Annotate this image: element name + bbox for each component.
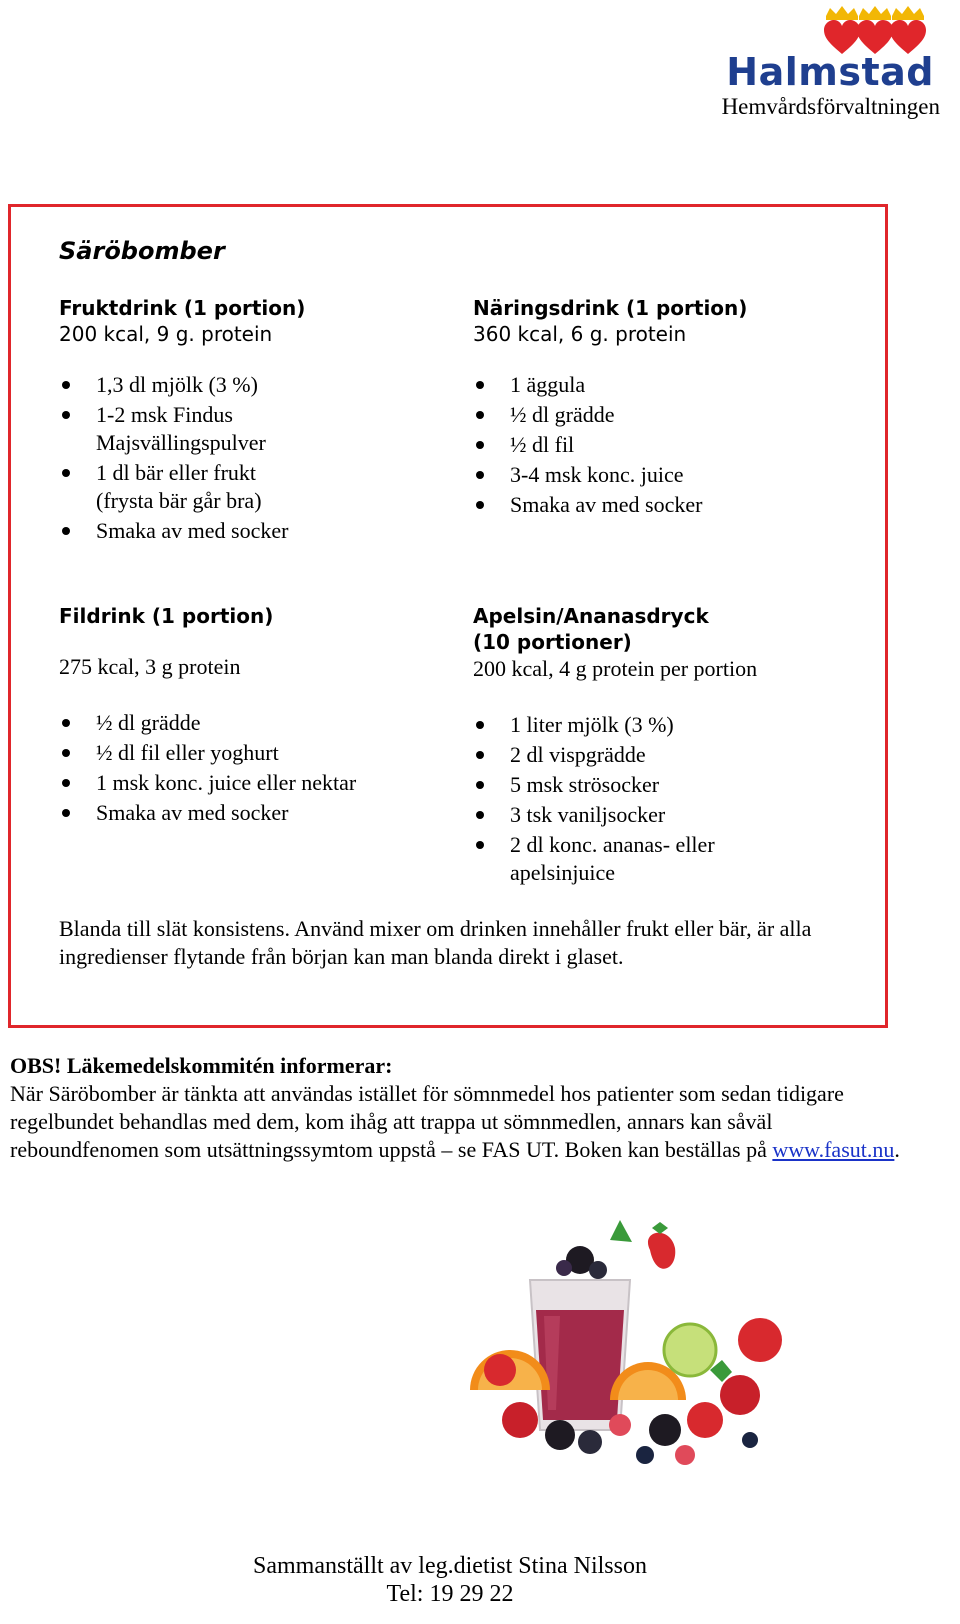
list-item: Smaka av med socker — [59, 517, 309, 545]
ingredient-list — [59, 371, 309, 545]
recipe-nutrition: 200 kcal, 4 g protein per portion — [473, 656, 758, 681]
list-item: 1 dl bär eller frukt (frysta bär går bra) — [59, 459, 309, 515]
footer-phone: Tel: 19 29 22 — [386, 1581, 514, 1607]
list-item: Smaka av med socker — [473, 491, 873, 519]
smoothie-image — [460, 1220, 840, 1470]
ingredient-list — [59, 709, 459, 827]
crown-hearts-icon — [820, 6, 930, 56]
list-item: Smaka av med socker — [59, 799, 459, 827]
obs-text: När Säröbomber är tänkta att användas istället för sömnmedel hos patienter som sedan tidigare regelbundet behandlas med dem, kom ihåg att trappa ut sömnmedlen, annars kan såväl reboundfenomen som utsättningssymtom uppstå – se FAS UT. Boken kan beställas på — [10, 1081, 844, 1162]
list-item: 3 tsk vaniljsocker — [473, 801, 753, 829]
mixing-note: Blanda till slät konsistens. Använd mixer om drinken innehåller frukt eller bär, är alla ingredienser flytande från början kan man blanda direkt i glaset. — [59, 916, 812, 969]
ingredient-list — [473, 371, 873, 519]
list-item: 1 liter mjölk (3 %) — [473, 711, 753, 739]
logo-subtitle: Hemvårdsförvaltningen — [721, 94, 940, 119]
list-item: 1 msk konc. juice eller nektar — [59, 769, 459, 797]
list-item: ½ dl grädde — [473, 401, 873, 429]
list-item: 2 dl vispgrädde — [473, 741, 753, 769]
list-item: 2 dl konc. ananas- eller apelsinjuice — [473, 831, 753, 887]
recipe-title: Apelsin/Ananasdryck — [473, 604, 709, 628]
ingredient-list — [473, 711, 753, 887]
logo-name: Halmstad — [726, 50, 934, 94]
recipe-fildrink — [59, 603, 459, 829]
recipe-nutrition: 275 kcal, 3 g protein — [59, 654, 241, 679]
recipe-nutrition: 360 kcal, 6 g. protein — [473, 322, 687, 346]
recipe-title: Näringsdrink (1 portion) — [473, 296, 748, 320]
list-item: ½ dl grädde — [59, 709, 459, 737]
list-item: 1,3 dl mjölk (3 %) — [59, 371, 309, 399]
recipe-apelsin-ananasdryck — [473, 603, 873, 889]
list-item: 1 äggula — [473, 371, 873, 399]
footer — [0, 1552, 900, 1608]
obs-body — [10, 1080, 910, 1164]
recipe-fruktdrink — [59, 295, 459, 547]
recipe-title: Fildrink (1 portion) — [59, 604, 274, 628]
halmstad-logo — [690, 6, 950, 119]
list-item: ½ dl fil eller yoghurt — [59, 739, 459, 767]
footer-author: Sammanställt av leg.dietist Stina Nilsson — [253, 1553, 647, 1579]
page-title: Säröbomber — [59, 237, 225, 265]
obs-period: . — [894, 1137, 900, 1162]
list-item: 3-4 msk konc. juice — [473, 461, 873, 489]
fasut-link[interactable]: www.fasut.nu — [772, 1137, 895, 1162]
recipe-naringsdrink — [473, 295, 873, 521]
list-item: ½ dl fil — [473, 431, 873, 459]
recipe-title: Fruktdrink (1 portion) — [59, 296, 306, 320]
recipe-title-line2: (10 portioner) — [473, 630, 632, 654]
obs-section — [10, 1052, 910, 1164]
recipe-box — [8, 204, 888, 1028]
recipe-nutrition: 200 kcal, 9 g. protein — [59, 322, 273, 346]
list-item: 5 msk strösocker — [473, 771, 753, 799]
obs-heading: OBS! Läkemedelskommitén informerar: — [10, 1053, 393, 1078]
list-item: 1-2 msk Findus Majsvällingspulver — [59, 401, 309, 457]
